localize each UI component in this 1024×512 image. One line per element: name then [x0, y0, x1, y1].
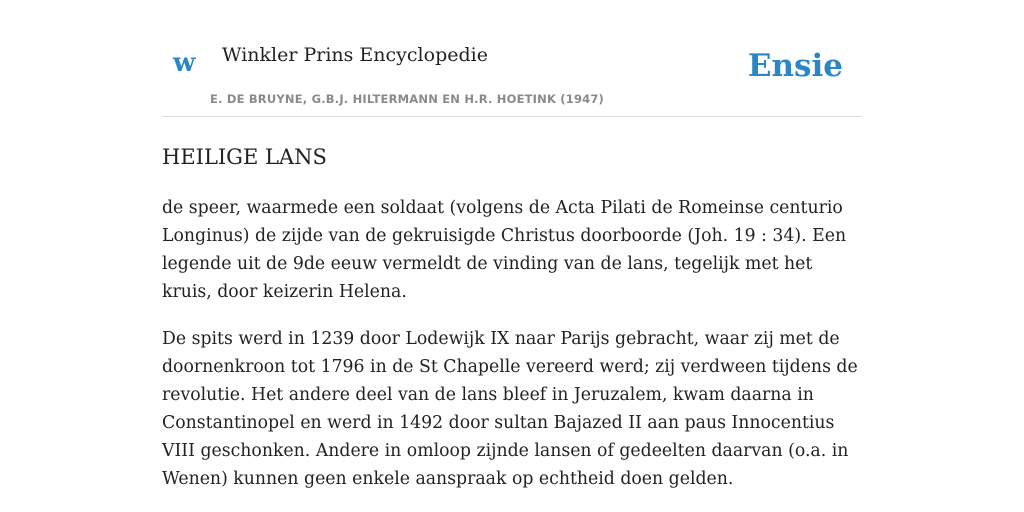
publication-logo[interactable]: w: [173, 48, 196, 78]
article-title: HEILIGE LANS: [162, 145, 327, 169]
page-header: [162, 0, 862, 117]
brand-logo[interactable]: Ensie: [747, 48, 843, 84]
page-container: [162, 0, 862, 512]
article-paragraph-1: de speer, waarmede een soldaat (volgens de Acta Pilati de Romeinse centurio Longinus) de zijde van de gekruisigde Christus doorboorde (Joh. 19 : 34). Een legende uit de 9de eeuw vermeldt de vinding van de lans, tegelijk met het kruis, door keizerin Helena.: [162, 198, 847, 303]
publication-authors: E. DE BRUYNE, G.B.J. HILTERMANN EN H.R. HOETINK (1947): [210, 92, 605, 106]
article-paragraph-2: De spits werd in 1239 door Lodewijk IX naar Parijs gebracht, waar zij met de doornenkroon tot 1796 in de St Chapelle vereerd werd; zij verdween tijdens de revolutie. Het andere deel van de lans bleef in Jeruzalem, kwam daarna in Constantinopel en werd in 1492 door sultan Bajazed II aan paus Innocentius VIII geschonken. Andere in omloop zijnde lansen of gedeelten daarvan (o.a. in Wenen) kunnen geen enkele aanspraak op echtheid doen gelden.: [162, 329, 858, 490]
publication-title[interactable]: Winkler Prins Encyclopedie: [222, 44, 488, 66]
